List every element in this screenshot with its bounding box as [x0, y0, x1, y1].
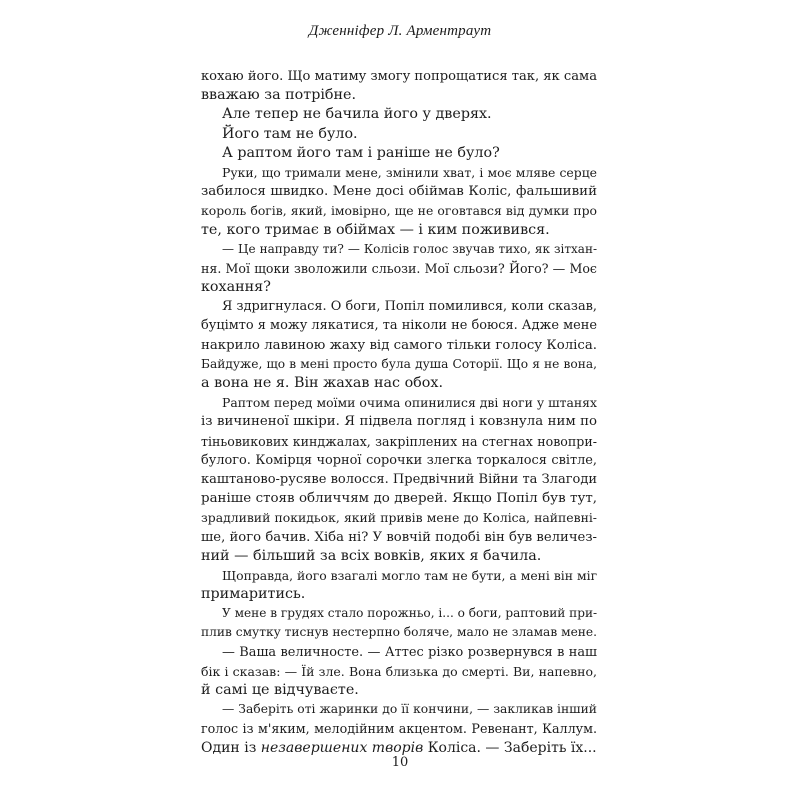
text-line: тіньовикових кинджалах, закріплених на стегнах новопри-: [201, 433, 597, 449]
text-line: кохаю його. Що матиму змогу попрощатися так, як сама: [201, 69, 598, 84]
text-line: примаритись.: [201, 586, 306, 603]
text-line: плив смутку тиснув нестерпно боляче, мало не зламав мене.: [201, 625, 597, 640]
text-line: король богів, який, імовірно, ще не оговтався від думки про: [201, 203, 597, 219]
text-line: зрадливий покидьок, який привів мене до Коліса, найпевні-: [201, 510, 597, 526]
text-line: раніше стояв обличчям до дверей. Якщо Попіл був тут,: [201, 491, 597, 507]
body-text: [201, 67, 597, 758]
page-number: 10: [391, 755, 409, 770]
text-line: накрило лавиною жаху від самого тільки голосу Коліса.: [201, 337, 597, 353]
text-line: ше, його бачив. Хіба ні? У вовчій подобі він був величез-: [201, 529, 597, 545]
text-line: — Це направду ти? — Колісів голос звучав тихо, як зітхан-: [222, 241, 597, 256]
text-line: бік і сказав: — Їй зле. Вона близька до смерті. Ви, напевно,: [201, 663, 597, 679]
text-line: Раптом перед моїми очима опинилися дві ноги у штанях: [222, 395, 597, 411]
text-line: Один із незавершених творів Коліса. — Заберіть їх...: [201, 739, 597, 756]
text-line: — Ваша величносте. — Аттес різко розвернувся в наш: [222, 644, 597, 660]
text-line: Руки, що тримали мене, змінили хват, і моє мляве серце: [222, 164, 597, 180]
text-line: булого. Комірця чорної сорочки злегка торкалося світле,: [201, 452, 597, 468]
text-line: кохання?: [201, 279, 271, 296]
running-header-author: Дженніфер Л. Арментраут: [308, 23, 492, 39]
text-line: забилося швидко. Мене досі обіймав Колiс, фальшивий: [201, 184, 597, 200]
text-line: — Заберіть оті жаринки до її кончини, — закликав інший: [222, 702, 597, 717]
text-line: а вона не я. Він жахав нас обох.: [201, 375, 444, 391]
text-line: Щоправда, його взагалі могло там не бути, а мені він міг: [222, 567, 598, 583]
text-line: Байдуже, що в мені просто була душа Соторії. Що я не вона,: [201, 356, 597, 371]
text-line: ня. Мої щоки зволожили сльози. Мої сльози? Його? — Моє: [201, 260, 597, 276]
text-line: вважаю за потрібне.: [201, 87, 357, 104]
text-line: А раптом його там і раніше не було?: [222, 144, 500, 161]
text-line: каштаново-русяве волосся. Предвічний Війни та Злагоди: [201, 471, 597, 487]
text-line: Його там не було.: [222, 125, 358, 142]
text-line: із вичиненої шкіри. Я підвела погляд і ковзнула ним по: [201, 414, 597, 430]
text-line: ний — більший за всіх вовків, яких я бачила.: [201, 547, 542, 564]
text-line: голос із м'яким, мелодійним акцентом. Ревенант, Каллум.: [201, 721, 597, 737]
text-line: те, кого тримає в обіймах — і ким поживився.: [201, 221, 550, 238]
text-line: Я здригнулася. О боги, Попіл помилився, коли сказав,: [222, 299, 597, 315]
text-line: Але тепер не бачила його у дверях.: [222, 106, 492, 123]
text-line: У мене в грудях стало порожньо, і... о боги, раптовий при-: [222, 606, 598, 621]
text-line: й самі це відчуваєте.: [201, 682, 359, 698]
text-line: буцімто я можу лякатися, та ніколи не боюся. Адже мене: [201, 318, 597, 334]
italic-phrase: незавершених творів: [260, 739, 424, 756]
